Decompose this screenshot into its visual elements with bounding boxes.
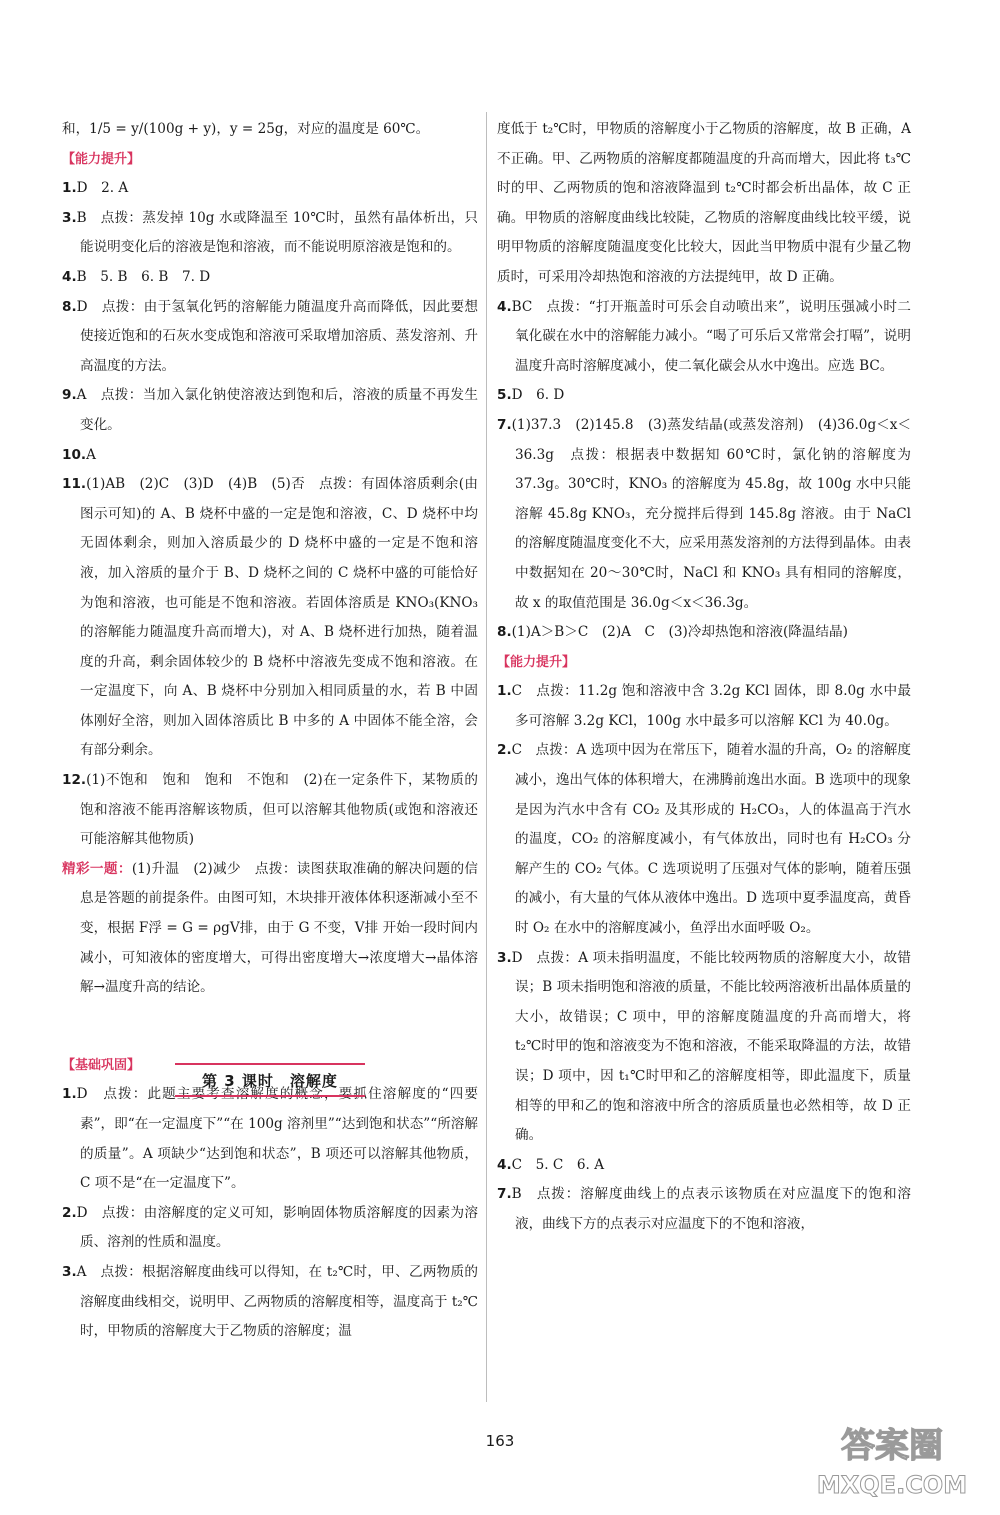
answer-item — [62, 470, 478, 766]
answer-number: 9. — [62, 387, 77, 404]
answer-text: D 6. D — [511, 387, 565, 404]
answer-item — [62, 766, 478, 855]
answer-text: D 点拨：此题主要考查溶解度的概念，要抓住溶解度的“四要素”，即“在一定温度下”“在 100g 溶剂里”“达到饱和状态”“所溶解的质量”。A 项缺少“达到饱和状态”，B 项还可以溶解其他物质，C 项不是“在一定温度下”。 — [76, 1086, 478, 1192]
right-column — [497, 115, 911, 1240]
answer-text: (1)A＞B＞C (2)A C (3)冷却热饱和溶液(降温结晶) — [511, 624, 848, 641]
answer-item — [497, 736, 911, 943]
answer-text: D 点拨：A 项未指明温度，不能比较两物质的溶解度大小，故错误；B 项未指明饱和溶液的质量，不能比较两溶液析出晶体质量的大小，故错误；C 项中，甲的溶解度随温度的升高而增大，将 t₂℃时甲的饱和溶液变为不饱和溶液，不能采取降温的方法，故错误；D 项中，因 t₁℃时甲和乙的溶解度相等，即此温度下，质量相等的甲和乙的饱和溶液中所含的溶质质量也必然相等，故 D 正确。 — [511, 949, 911, 1144]
answer-number: 1. — [497, 683, 512, 700]
answer-text: (1)升温 (2)减少 点拨：读图获取准确的解决问题的信息是答题的前提条件。由图可知，木块排开液体体积逐渐减小至不变，根据 F浮 = G = ρgV排，由于 G 不变，V排 开始一段时间内减小，可知液体的密度增大，可得出密度增大→浓度增大→晶体溶解→温度升高的结论。 — [80, 860, 479, 996]
answer-item — [62, 855, 478, 1003]
section-heading-label: 【能力提升】 — [497, 654, 576, 670]
answer-text: A — [86, 446, 96, 463]
answer-text: C 点拨：A 选项中因为在常压下，随着水温的升高，O₂ 的溶解度减小，逸出气体的体积增大，在沸腾前逸出水面。B 选项中的现象是因为汽水中含有 CO₂ 及其形成的 H₂CO₃，人的体温高于汽水的温度，CO₂ 的溶解度减小，有气体放出，同时也有 H₂CO₃ 分解产生的 CO₂ 气体。C 选项说明了压强对气体的影响，随着压强的减小，有大量的气体从液体中逸出。D 选项中夏季温度高，黄昏时 O₂ 在水中的溶解度减小，鱼浮出水面呼吸 O₂。 — [511, 742, 911, 937]
answer-text: C 点拨：11.2g 饱和溶液中含 3.2g KCl 固体，即 8.0g 水中最多可溶解 3.2g KCl，100g 水中最多可以溶解 KCl 为 40.0g。 — [511, 683, 911, 729]
answer-number: 7. — [497, 1186, 512, 1203]
answer-item — [497, 677, 911, 736]
answer-number: 精彩一题： — [62, 860, 132, 877]
answer-text: (1)AB (2)C (3)D (4)B (5)否 点拨：有固体溶质剩余(由图示可知)的 A、B 烧杯中盛的一定是饱和溶液，C、D 烧杯中均无固体剩余，则加入溶质最少的 D 烧杯中盛的一定是不饱和溶液，加入溶质的量介于 B、D 烧杯之间的 C 烧杯中盛的可能恰好为饱和溶液，也可能是不饱和溶液。若固体溶质是 KNO₃(KNO₃ 的溶解能力随温度升高而增大)，对 A、B 烧杯进行加热，随着温度的升高，剩余固体较少的 B 烧杯中溶液先变成不饱和溶液。在一定温度下，向 A、B 烧杯中分别加入相同质量的水，若 B 中固体刚好全溶，则加入固体溶质比 B 中多的 A 中固体不能全溶，会有部分剩余。 — [80, 476, 478, 759]
answer-text: D 点拨：由于氢氧化钙的溶解能力随温度升高而降低，因此要想使接近饱和的石灰水变成饱和溶液可采取增加溶质、蒸发溶剂、升高温度的方法。 — [76, 298, 478, 374]
answer-item — [62, 263, 478, 293]
answer-text: B 点拨：溶解度曲线上的点表示该物质在对应温度下的饱和溶液，曲线下方的点表示对应温度下的不饱和溶液， — [511, 1186, 911, 1232]
answer-text: A 点拨：根据溶解度曲线可以得知，在 t₂℃时，甲、乙两物质的溶解度曲线相交，说明甲、乙两物质的溶解度相等，温度高于 t₂℃时，甲物质的溶解度大于乙物质的溶解度；温 — [76, 1263, 478, 1340]
answer-item — [62, 293, 478, 382]
left-column — [62, 115, 478, 1347]
svg-text:答案圈: 答案圈 — [841, 1426, 943, 1466]
answer-number: 8. — [62, 298, 77, 315]
continued-text: 度低于 t₂℃时，甲物质的溶解度小于乙物质的溶解度，故 B 正确，A 不正确。甲、乙两物质的溶解度都随温度的升高而增大，因此将 t₃℃时的甲、乙两物质的饱和溶液降温到 t₂℃时都会析出晶体，故 C 正确。甲物质的溶解度曲线比较陡，乙物质的溶解度曲线比较平缓，说明甲物质的溶解度随温度变化比较大，因此当甲物质中混有少量乙物质时，可采用冷却热饱和溶液的方法提纯甲，故 D 正确。 — [497, 121, 911, 285]
answer-number: 3. — [62, 209, 77, 226]
answer-number: 4. — [62, 268, 77, 285]
section-heading-label: 【能力提升】 — [62, 151, 141, 167]
answer-item — [497, 293, 911, 382]
answer-item — [62, 174, 478, 204]
section-heading — [497, 648, 911, 678]
answer-number: 11. — [62, 476, 87, 493]
answer-item — [62, 1080, 478, 1198]
answer-number: 3. — [497, 949, 512, 966]
answer-number: 1. — [62, 1086, 77, 1103]
answer-number: 4. — [497, 1156, 512, 1173]
answer-text: D 点拨：由溶解度的定义可知，影响固体物质溶解度的因素为溶质、溶剂的性质和温度。 — [76, 1204, 478, 1251]
answer-number: 1. — [62, 180, 77, 197]
watermark-logo — [802, 1415, 982, 1505]
page-number: 163 — [485, 1432, 515, 1450]
answer-text: A 点拨：当加入氯化钠使溶液达到饱和后，溶液的质量不再发生变化。 — [76, 387, 478, 433]
section-heading — [62, 145, 478, 175]
answer-item — [497, 411, 911, 618]
answer-text: (1)37.3 (2)145.8 (3)蒸发结晶(或蒸发溶剂) (4)36.0g＜x＜36.3g 点拨：根据表中数据知 60℃时，氯化钠的溶解度为 37.3g。30℃时，KNO₃ 的溶解度为 45.8g，故 100g 水中只能溶解 45.8g KNO₃，充分搅拌后得到 145.8g 溶液。由于 NaCl 的溶解度随温度变化不大，应采用蒸发溶剂的方法得到晶体。由表中数据知在 20～30℃时，NaCl 和 KNO₃ 具有相同的溶解度，故 x 的取值范围是 36.0g＜x＜36.3g。 — [511, 416, 911, 611]
column-divider — [486, 112, 487, 1402]
answer-number: 3. — [62, 1263, 77, 1280]
answer-text: D 2. A — [76, 180, 129, 197]
answer-item — [497, 381, 911, 411]
answer-item — [497, 618, 911, 648]
continued-text: 和，1/5 = y/(100g + y)，y = 25g，对应的温度是 60℃。 — [62, 121, 430, 137]
answer-number: 2. — [497, 742, 512, 759]
lesson-title: 第 3 课时 溶解度 — [175, 1063, 365, 1097]
answer-number: 10. — [62, 446, 87, 463]
answer-item — [62, 1199, 478, 1258]
answer-number: 4. — [497, 298, 512, 315]
answer-number: 12. — [62, 772, 87, 789]
answer-text: C 5. C 6. A — [511, 1156, 605, 1173]
answer-item — [62, 381, 478, 440]
section-heading-label: 【基础巩固】 — [62, 1057, 141, 1073]
answer-item — [62, 441, 478, 471]
answer-text: BC 点拨：“打开瓶盖时可乐会自动喷出来”，说明压强减小时二氧化碳在水中的溶解能力减小。“喝了可乐后又常常会打嗝”，说明温度升高时溶解度减小，使二氧化碳会从水中逸出。应选 BC。 — [511, 298, 911, 374]
answer-number: 2. — [62, 1204, 77, 1221]
answer-number: 7. — [497, 416, 512, 433]
answer-item — [62, 1258, 478, 1347]
answer-number: 5. — [497, 387, 512, 404]
answer-item — [62, 204, 478, 263]
answer-item — [497, 1180, 911, 1239]
answer-text: (1)不饱和 饱和 饱和 不饱和 (2)在一定条件下，某物质的饱和溶液不能再溶解该物质，但可以溶解其他物质(或饱和溶液还可能溶解其他物质) — [80, 772, 478, 848]
answer-item — [497, 944, 911, 1151]
answer-item — [497, 1151, 911, 1181]
svg-text:MXQE.COM: MXQE.COM — [816, 1471, 968, 1499]
answer-text: B 5. B 6. B 7. D — [76, 268, 211, 285]
answer-text: B 点拨：蒸发掉 10g 水或降温至 10℃时，虽然有晶体析出，只能说明变化后的溶液是饱和溶液，而不能说明原溶液是饱和的。 — [76, 209, 478, 256]
answer-number: 8. — [497, 624, 512, 641]
